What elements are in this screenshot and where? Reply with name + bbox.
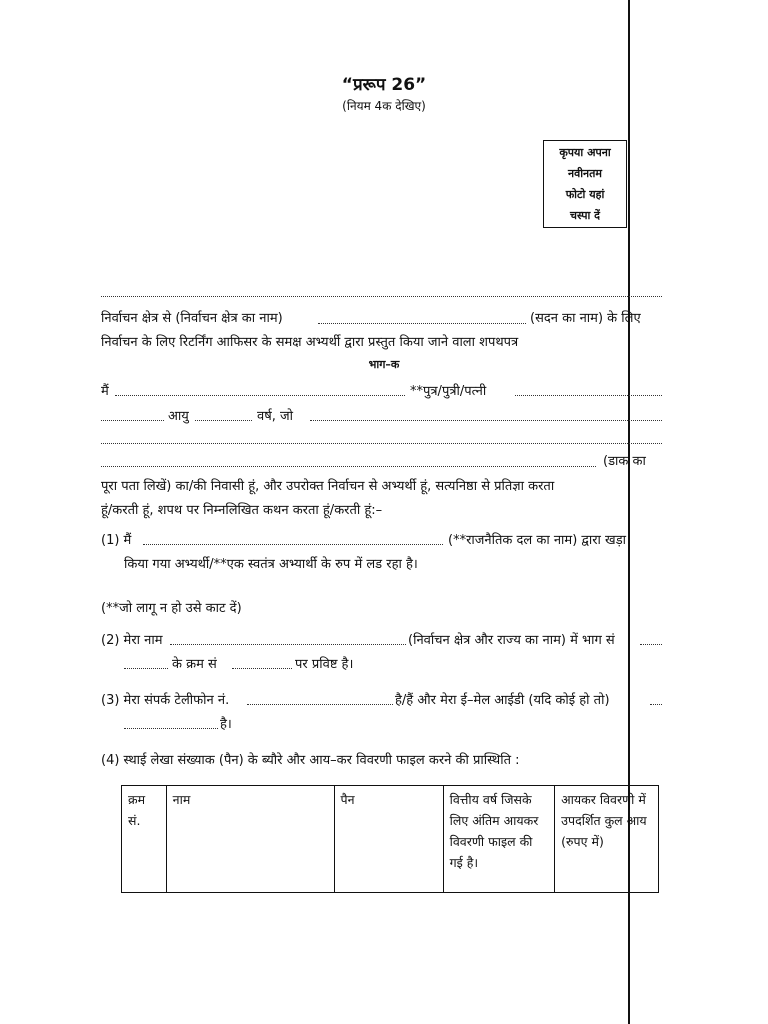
photo-box-line: फोटो यहां [565, 188, 605, 201]
intro-line2: निर्वाचन के लिए रिटर्निंग आफिसर के समक्ष अभ्यर्थी द्वारा प्रस्तुत किया जाने वाला शपथपत्र [101, 335, 519, 350]
blank-line [101, 443, 662, 444]
oath-line: हूं/करती हूं, शपथ पर निम्नलिखित कथन करता हूं/करती हूं:– [101, 503, 383, 518]
item2-prefix: (2) मेरा नाम [101, 633, 163, 648]
blank-line [101, 296, 662, 297]
item1-blank [143, 544, 443, 545]
pan-details-table [121, 785, 659, 893]
item2-serial: के क्रम सं [172, 657, 217, 672]
item2-part-blank [640, 644, 662, 645]
photo-box-line: नवीनतम [567, 167, 603, 180]
table-row [122, 786, 659, 893]
relation-blank [515, 395, 662, 396]
age-label: आयु [168, 409, 189, 424]
item1-party: (**राजनैतिक दल का नाम) द्वारा खड़ा [448, 533, 627, 548]
table-header-cell: क्रम सं. [122, 786, 167, 893]
strike-note: (**जो लागू न हो उसे काट दें) [101, 601, 242, 616]
address-blank [310, 420, 662, 421]
name-blank [115, 395, 405, 396]
table-header-cell: नाम [166, 786, 334, 893]
item2-mid: (निर्वाचन क्षेत्र और राज्य का नाम) में भाग सं [408, 633, 615, 648]
item2-end: पर प्रविष्ट है। [295, 657, 354, 672]
item3-email-blank [650, 704, 662, 705]
item4-text: (4) स्थाई लेखा संख्याक (पैन) के ब्यौरे और आय–कर विवरणी फाइल करने की प्रास्थिति : [101, 753, 520, 768]
relation-text: **पुत्र/पुत्री/पत्नी [410, 384, 487, 399]
item3-mid: है/हैं और मेरा ई–मेल आईडी (यदि कोई हो तो) [395, 693, 610, 708]
item3-phone-blank [247, 704, 393, 705]
item3-prefix: (3) मेरा संपर्क टेलीफोन नं. [101, 693, 230, 708]
item1-prefix: (1) मैं [101, 533, 132, 548]
photo-box-line: कृपया अपना [559, 146, 611, 159]
item2-part-blank2 [124, 668, 168, 669]
part-a-heading: भाग–क [368, 358, 400, 371]
declarant-prefix: मैं [101, 384, 109, 399]
age-blank [195, 420, 252, 421]
postal-address-label: (डाक का [603, 454, 646, 469]
intro-line1-text: निर्वाचन क्षेत्र से (निर्वाचन क्षेत्र का नाम) [101, 311, 283, 326]
form-subtitle: (नियम 4क देखिए) [342, 99, 426, 113]
item2-name-blank [170, 644, 406, 645]
blank-line [101, 420, 164, 421]
photo-box-line: चस्पा दें [569, 209, 601, 222]
item3-email-blank2 [124, 728, 218, 729]
table-header-cell: पैन [334, 786, 443, 893]
item1-line2: किया गया अभ्यर्थी/**एक स्वतंत्र अभ्यार्थी के रुप में लड रहा है। [124, 557, 418, 572]
intro-line1-end: (सदन का नाम) के लिए [530, 311, 641, 326]
table-header-cell: आयकर विवरणी में उपदर्शित कुल आय (रुपए में) [555, 786, 659, 893]
item2-serial-blank [232, 668, 292, 669]
address-line: पूरा पता लिखें) का/की निवासी हूं, और उपरोक्त निर्वाचन से अभ्यर्थी हूं, सत्यनिष्ठा से प्रतिज्ञा करता [101, 479, 555, 494]
blank-line [101, 466, 596, 467]
form-title: “प्ररूप 26” [341, 75, 427, 95]
item3-end: है। [220, 717, 232, 732]
years-label: वर्ष, जो [257, 409, 294, 424]
constituency-blank [318, 323, 526, 324]
photo-placeholder-box [543, 140, 627, 228]
table-header-cell: वित्तीय वर्ष जिसके लिए अंतिम आयकर विवरणी फाइल की गई है। [443, 786, 555, 893]
